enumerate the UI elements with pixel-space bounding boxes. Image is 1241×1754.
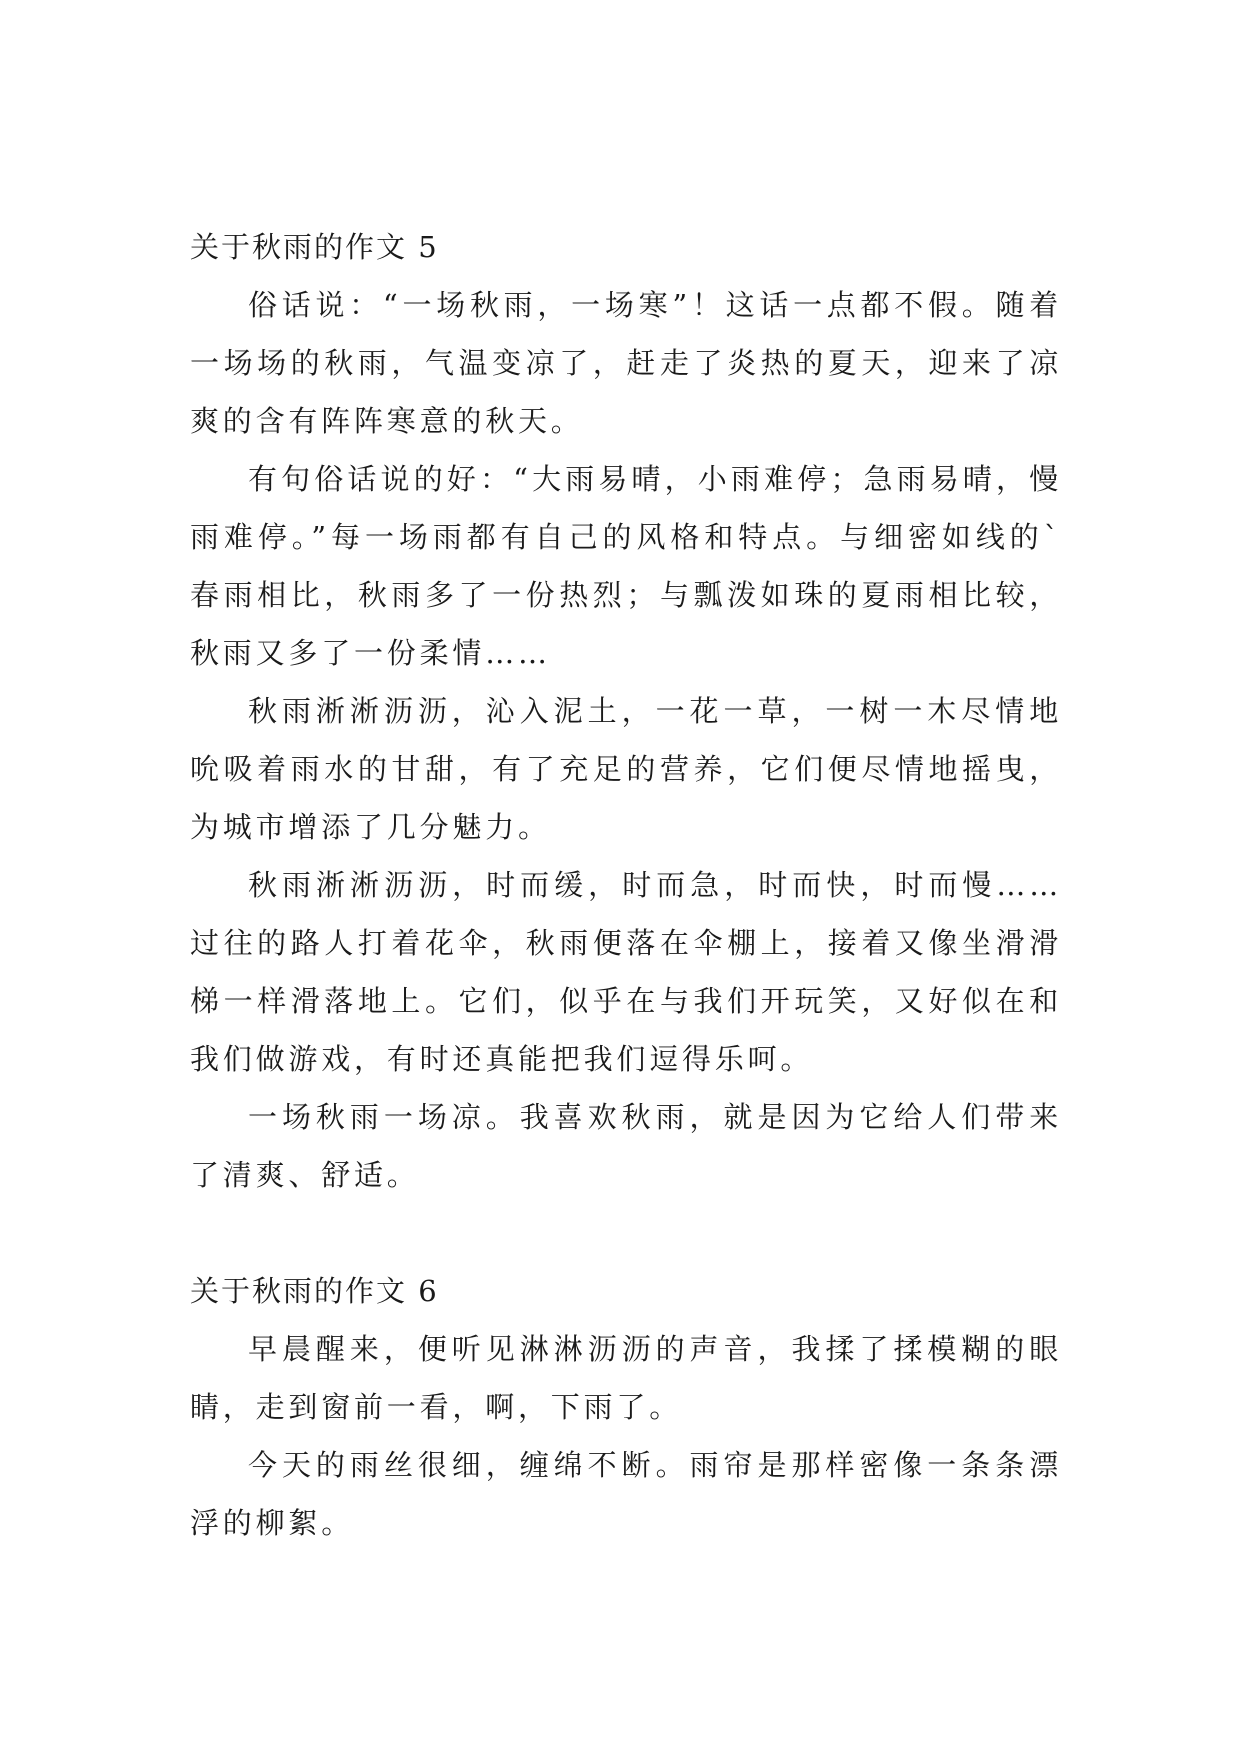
essay-paragraph: 有句俗话说的好：“大雨易晴，小雨难停；急雨易晴，慢雨难停。”每一场雨都有自己的风格和特点。与细密如线的`春雨相比，秋雨多了一份热烈；与瓢泼如珠的夏雨相比较，秋雨又多了一份柔情…… xyxy=(190,462,1062,670)
essay-paragraph: 秋雨淅淅沥沥，时而缓，时而急，时而快，时而慢……过往的路人打着花伞，秋雨便落在伞棚上，接着又像坐滑滑梯一样滑落地上。它们，似乎在与我们开玩笑，又好似在和我们做游戏，有时还真能把我们逗得乐呵。 xyxy=(190,868,1062,1076)
essay-section-5 xyxy=(190,218,1062,1204)
document-page xyxy=(190,218,1062,1552)
essay-title: 关于秋雨的作文 6 xyxy=(190,1274,439,1308)
essay-paragraph: 一场秋雨一场凉。我喜欢秋雨，就是因为它给人们带来了清爽、舒适。 xyxy=(190,1100,1062,1192)
essay-paragraph: 俗话说：“一场秋雨，一场寒”！这话一点都不假。随着一场场的秋雨，气温变凉了，赶走了炎热的夏天，迎来了凉爽的含有阵阵寒意的秋天。 xyxy=(190,288,1062,438)
essay-section-6 xyxy=(190,1262,1062,1552)
essay-paragraph: 早晨醒来，便听见淋淋沥沥的声音，我揉了揉模糊的眼睛，走到窗前一看，啊，下雨了。 xyxy=(190,1332,1062,1424)
essay-paragraph: 今天的雨丝很细，缠绵不断。雨帘是那样密像一条条漂浮的柳絮。 xyxy=(190,1448,1062,1540)
essay-title: 关于秋雨的作文 5 xyxy=(190,230,439,264)
essay-paragraph: 秋雨淅淅沥沥，沁入泥土，一花一草，一树一木尽情地吮吸着雨水的甘甜，有了充足的营养，它们便尽情地摇曳，为城市增添了几分魅力。 xyxy=(190,694,1062,844)
